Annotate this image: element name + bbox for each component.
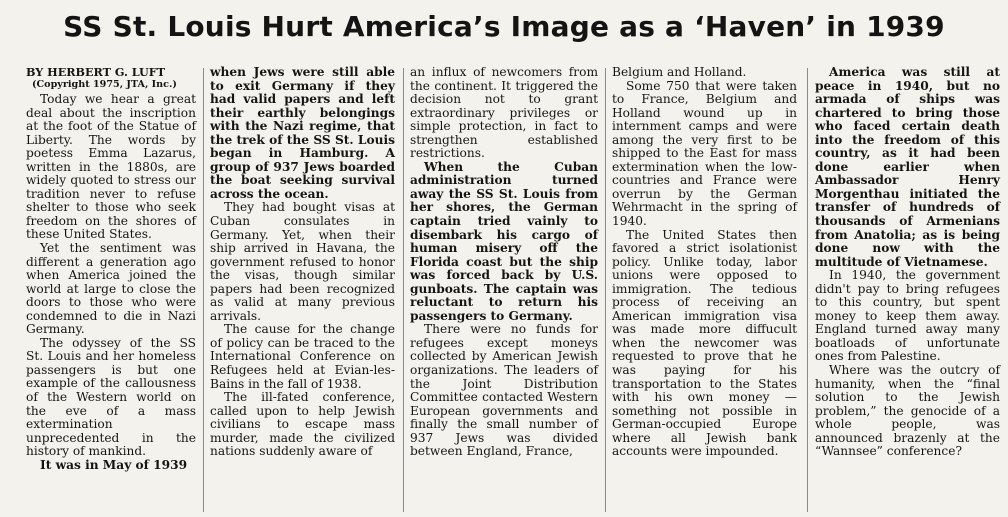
paragraph: Today we hear a great deal about the inscription at the foot of the Statue of Liberty. The words by poetess Emma Lazarus, written in the 1880s, are widely quoted to stress our tradition never to refuse shelter to those who seek freedom on the shores of these United States. xyxy=(26,92,196,242)
paragraph: when Jews were still able to exit Germany if they had valid papers and left their earthly belongings with the Nazi regime, that the trek of the SS St. Louis began in Hamburg. A group of 937 Jews boarded the boat seeking survival across the ocean. xyxy=(210,65,395,201)
paragraph: The United States then favored a strict isolationist policy. Unlike today, labor unions were opposed to immigration. The tedious process of receiving an American immigration visa was made more diffucult when the newcomer was requested to prove that he was paying for his transportation to the States with his own money — something not possible in German-occupied Europe where all Jewish bank accounts were impounded. xyxy=(612,227,797,459)
column-rule xyxy=(807,68,808,512)
article-column-2 xyxy=(210,66,395,459)
paragraph: There were no funds for refugees except moneys collected by American Jewish organizations. The leaders of the Joint Distribution Committee contacted Western European governments and finally the small number of 937 Jews was divided between England, France, xyxy=(410,322,598,459)
byline: BY HERBERT G. LUFT xyxy=(26,65,166,79)
paragraph: They had bought visas at Cuban consulates in Germany. Yet, when their ship arrived in Havana, the government refused to honor the visas, though similar papers had been recognized as valid at many previous arrivals. xyxy=(210,200,395,323)
column-rule xyxy=(203,68,204,512)
paragraph: When the Cuban administration turned away the SS St. Louis from her shores, the German captain tried vainly to disembark his cargo of human misery off the Florida coast but the ship was forced back by U.S. gunboats. The captain was reluctant to return his passengers to Germany. xyxy=(410,159,598,323)
paragraph: Belgium and Holland. xyxy=(612,65,747,79)
paragraph: Yet the sentiment was different a generation ago when America joined the world at large to close the doors to those who were condemned to die in Nazi Germany. xyxy=(26,241,196,337)
headline: SS St. Louis Hurt America’s Image as a ‘Haven’ in 1939 xyxy=(63,10,945,43)
copyright-notice: (Copyright 1975, JTA, Inc.) xyxy=(32,79,177,90)
paragraph: an influx of newcomers from the continent. It triggered the decision not to grant extraordinary privileges or simple protection, in fact to strengthen established restrictions. xyxy=(410,65,598,161)
paragraph: The cause for the change of policy can be traced to the International Conference on Refugees held at Evian-les-Bains in the fall of 1938. xyxy=(210,322,395,391)
paragraph: Some 750 that were taken to France, Belgium and Holland wound up in internment camps and were among the very first to be shipped to the East for mass extermination when the low-countries and France were overrun by the German Wehrmacht in the spring of 1940. xyxy=(612,78,797,229)
article-column-1 xyxy=(26,66,196,472)
paragraph: It was in May of 1939 xyxy=(40,457,188,472)
paragraph: The odyssey of the SS St. Louis and her homeless passengers is but one example of the callousness of the Western world on the eve of a mass extermination unprecedented in the history of mankind. xyxy=(26,335,196,459)
column-rule xyxy=(605,68,606,512)
column-rule xyxy=(403,68,404,512)
article-column-3 xyxy=(410,66,598,459)
article-column-5 xyxy=(815,66,1000,459)
article-column-4 xyxy=(612,66,797,459)
paragraph: The ill-fated conference, called upon to help Jewish civilians to escape mass murder, made the civilized nations suddenly aware of xyxy=(210,390,395,459)
paragraph: In 1940, the government didn't pay to bring refugees to this country, but spent money to keep them away. England turned away many boatloads of unfortunate ones from Palestine. xyxy=(815,268,1000,364)
paragraph: Where was the outcry of humanity, when the “final solution to the Jewish problem,” the genocide of a whole people, was announced brazenly at the “Wannsee” conference? xyxy=(815,363,1000,459)
paragraph: America was still at peace in 1940, but no armada of ships was chartered to bring those who faced certain death into the freedom of this country, as it had been done earlier when Ambassador Henry Morgenthau initiated the transfer of hundreds of thousands of Armenians from Anatolia; as is being done now with the multitude of Vietnamese. xyxy=(815,65,1000,269)
